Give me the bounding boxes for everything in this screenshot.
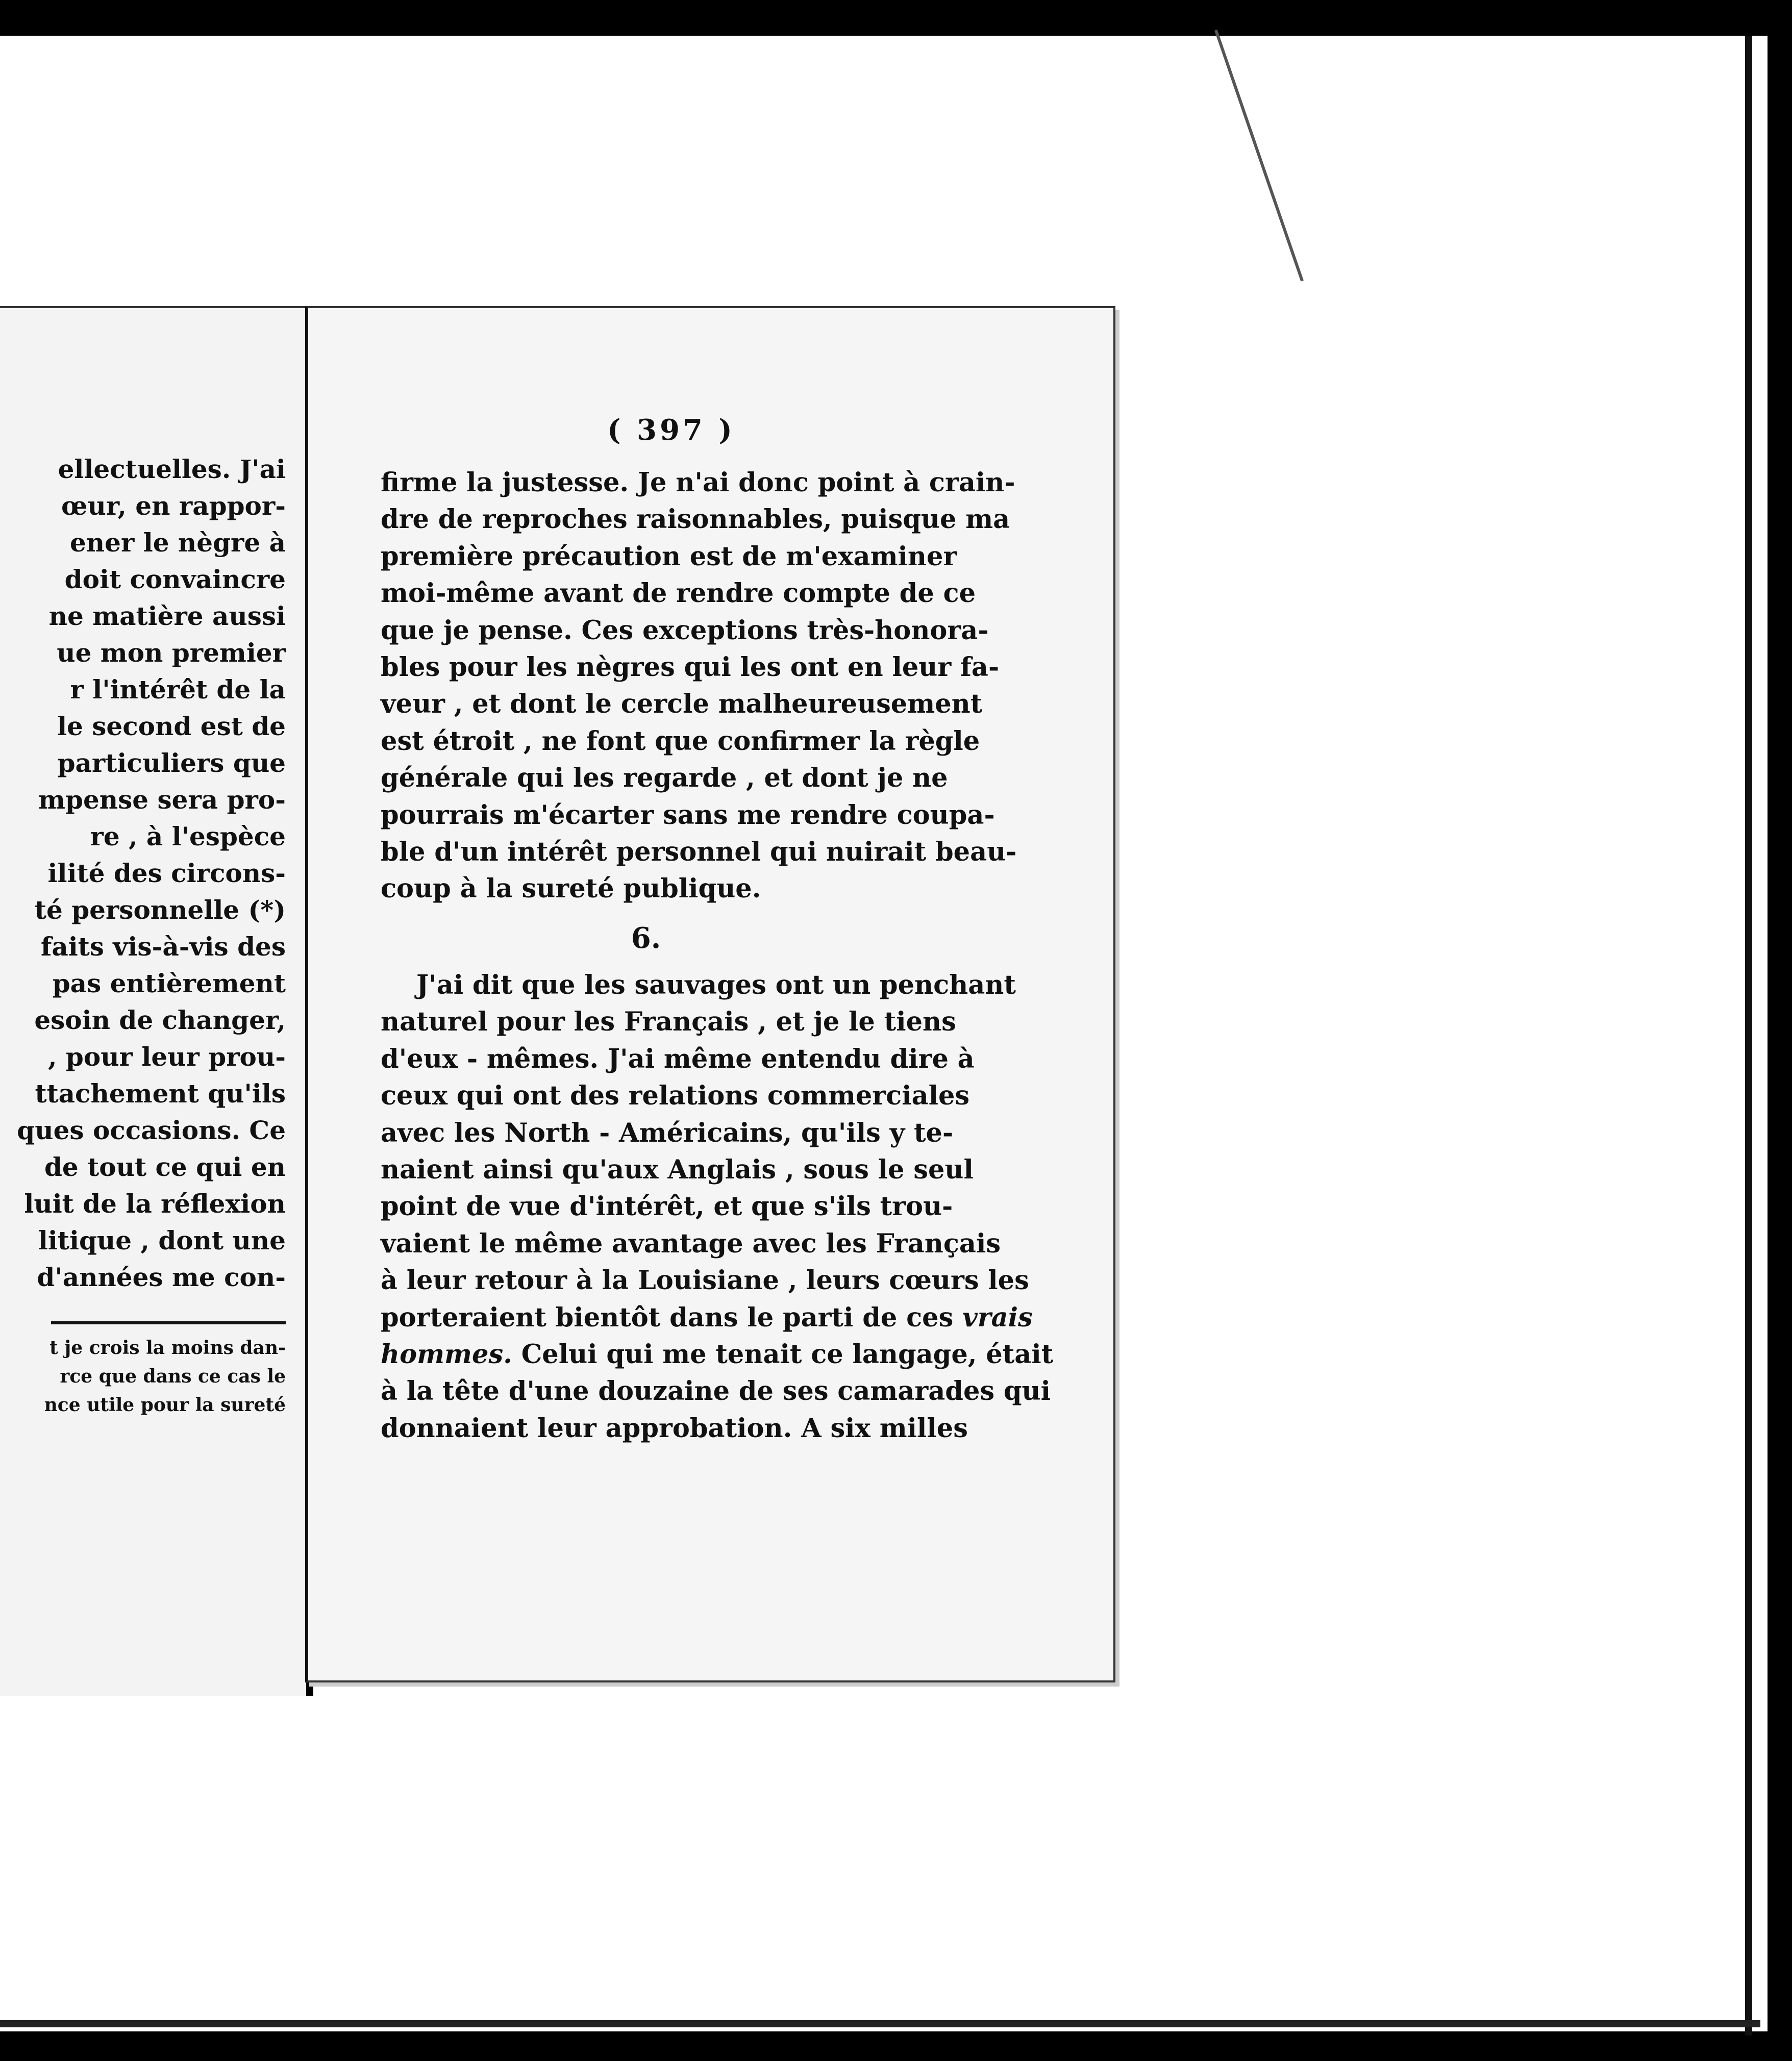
text-line: naient ainsi qu'aux Anglais , sous le seul bbox=[381, 1154, 974, 1185]
paragraph-2 bbox=[381, 967, 1033, 1336]
text-line-content: Celui qui me tenait ce langage, était bbox=[521, 1339, 1054, 1370]
right-page-text bbox=[381, 464, 1054, 1447]
text-line: ceux qui ont des relations commerciales bbox=[381, 1080, 970, 1112]
text-line: ble d'un intérêt personnel qui nuirait beau- bbox=[381, 837, 1017, 868]
text-line: J'ai dit que les sauvages ont un penchant bbox=[416, 969, 1016, 1000]
text-line: générale qui les regarde , et dont je ne bbox=[381, 763, 948, 794]
text-line: té personnelle (*) bbox=[34, 895, 286, 925]
text-line: litique , dont une bbox=[38, 1225, 286, 1255]
text-line: bles pour les nègres qui les ont en leur fa- bbox=[381, 652, 1000, 683]
text-line: donnaient leur approbation. A six milles bbox=[381, 1413, 968, 1444]
text-line: mpense sera pro- bbox=[38, 785, 286, 815]
scan-border-right bbox=[1768, 0, 1792, 2061]
text-line: rce que dans ce cas le bbox=[60, 1366, 286, 1387]
paper-crease bbox=[1214, 30, 1304, 282]
italic-text: vrais bbox=[962, 1302, 1033, 1333]
text-line: que je pense. Ces exceptions très-honora- bbox=[381, 615, 989, 646]
text-line: ener le nègre à bbox=[69, 527, 286, 558]
text-line: avec les North - Américains, qu'ils y te- bbox=[381, 1117, 954, 1148]
text-line: à la tête d'une douzaine de ses camarades qui bbox=[381, 1376, 1051, 1407]
sheet-edge-right bbox=[1745, 36, 1752, 2035]
text-line: moi-même avant de rendre compte de ce bbox=[381, 578, 976, 609]
text-line: ttachement qu'ils bbox=[35, 1078, 286, 1109]
sheet-edge-bottom bbox=[0, 2020, 1760, 2027]
scan-border-bottom bbox=[0, 2031, 1792, 2061]
text-line: première précaution est de m'examiner bbox=[381, 541, 957, 572]
text-line: d'années me con- bbox=[37, 1262, 286, 1292]
left-page-text bbox=[0, 451, 286, 1296]
text-line: , pour leur prou- bbox=[48, 1042, 286, 1072]
text-line: t je crois la moins dan- bbox=[49, 1337, 286, 1359]
paragraph-1 bbox=[381, 464, 1017, 908]
text-line-content: porteraient bientôt dans le parti de ces bbox=[381, 1302, 954, 1333]
text-line: doit convaincre bbox=[64, 564, 286, 594]
footnote-rule bbox=[51, 1321, 286, 1324]
section-number: 6. bbox=[631, 921, 661, 955]
text-line: esoin de changer, bbox=[34, 1005, 286, 1035]
text-line: le second est de bbox=[57, 711, 286, 741]
text-line: faits vis-à-vis des bbox=[40, 932, 286, 962]
text-line: ue mon premier bbox=[57, 638, 286, 668]
text-line bbox=[381, 1299, 1033, 1336]
scan-border-top bbox=[0, 0, 1792, 36]
text-line: à leur retour à la Louisiane , leurs cœurs les bbox=[381, 1265, 1029, 1296]
left-page bbox=[0, 306, 313, 1696]
text-line: nce utile pour la sureté bbox=[44, 1394, 286, 1416]
text-line: ilité des circons- bbox=[47, 858, 286, 888]
paragraph-2-end bbox=[381, 1373, 1051, 1447]
text-line: luit de la réflexion bbox=[24, 1189, 286, 1219]
text-line: r l'intérêt de la bbox=[70, 674, 286, 705]
text-line: pas entièrement bbox=[52, 968, 286, 998]
italic-text: hommes. bbox=[381, 1339, 512, 1370]
left-page-footnote bbox=[0, 1334, 286, 1419]
text-line: veur , et dont le cercle malheureusement bbox=[381, 689, 983, 720]
text-line: dre de reproches raisonnables, puisque ma bbox=[381, 504, 1010, 535]
text-line: particuliers que bbox=[57, 748, 286, 778]
text-line: d'eux - mêmes. J'ai même entendu dire à bbox=[381, 1043, 975, 1074]
page-number: ( 397 ) bbox=[607, 413, 735, 447]
text-line: œur, en rappor- bbox=[61, 491, 286, 521]
text-line: ne matière aussi bbox=[48, 601, 286, 631]
text-line bbox=[381, 1336, 1054, 1373]
text-line: de tout ce qui en bbox=[44, 1152, 286, 1182]
text-line: point de vue d'intérêt, et que s'ils trou- bbox=[381, 1191, 953, 1222]
text-line: re , à l'espèce bbox=[90, 821, 286, 851]
text-line: vaient le même avantage avec les Français bbox=[381, 1228, 1001, 1259]
text-line: ellectuelles. J'ai bbox=[58, 454, 286, 484]
text-line: ques occasions. Ce bbox=[17, 1115, 286, 1145]
text-line: pourrais m'écarter sans me rendre coupa- bbox=[381, 799, 995, 831]
text-line: est étroit , ne font que confirmer la règle bbox=[381, 725, 980, 757]
text-line: firme la justesse. Je n'ai donc point à crain- bbox=[381, 467, 1015, 498]
text-line: naturel pour les Français , et je le tiens bbox=[381, 1007, 956, 1038]
text-line: coup à la sureté publique. bbox=[381, 873, 761, 904]
